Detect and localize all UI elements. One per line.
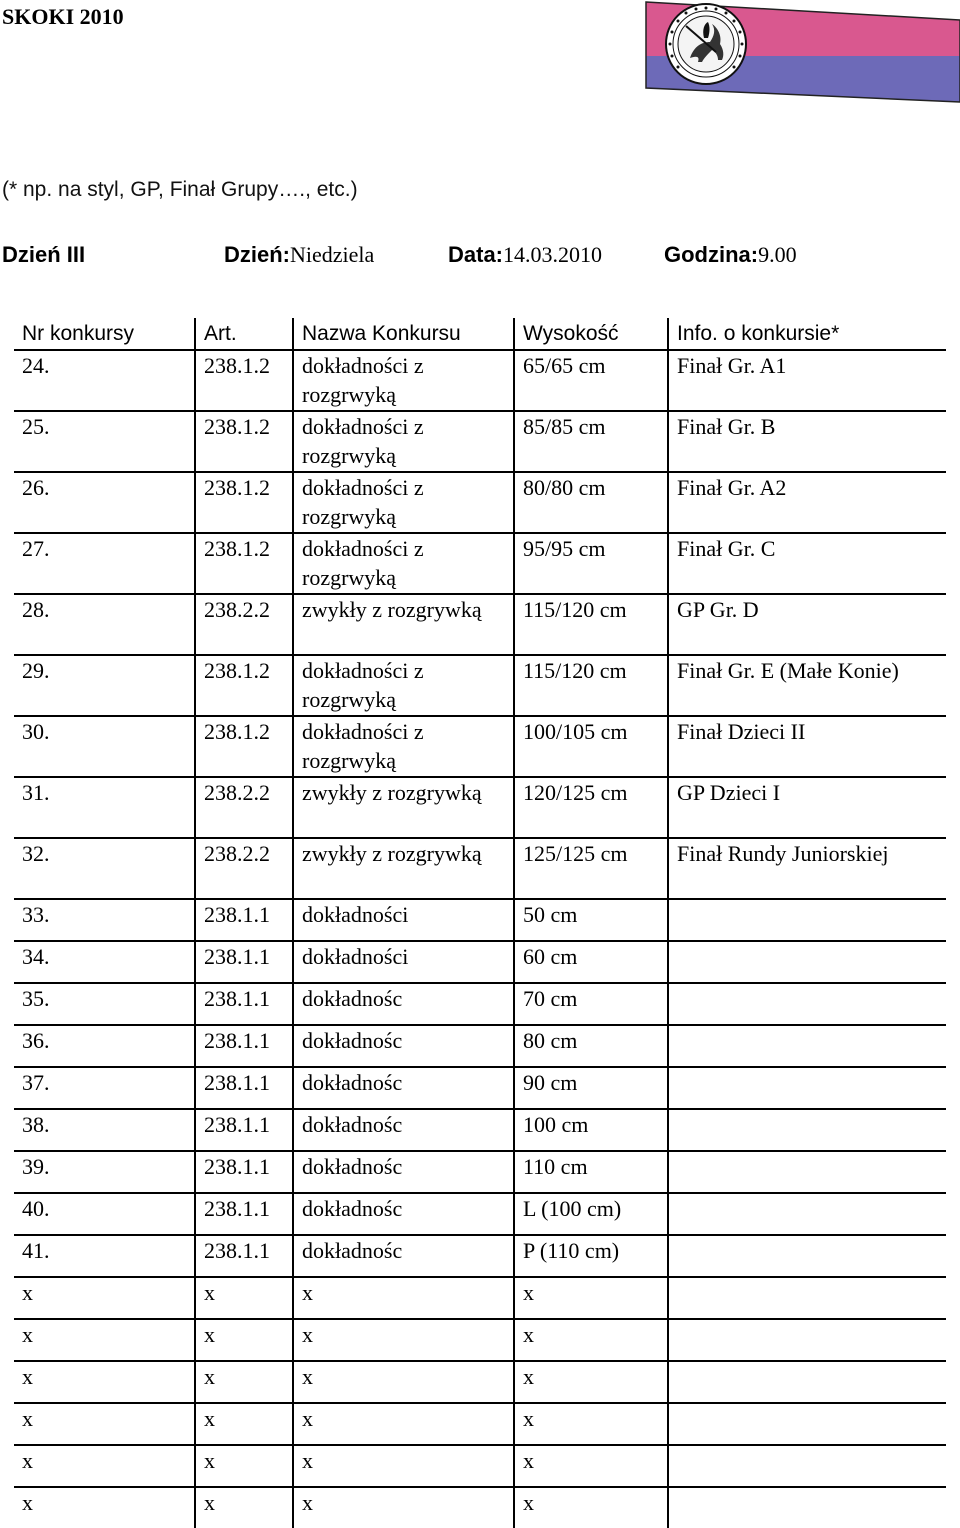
competition-name-cell: dokładnośc: [293, 1151, 514, 1193]
competition-info-cell: Finał Gr. A1: [668, 350, 946, 411]
table-row: [14, 1487, 946, 1528]
article-cell: x: [195, 1319, 293, 1361]
competition-info-cell: Finał Gr. A2: [668, 472, 946, 533]
height-cell: x: [514, 1445, 668, 1487]
height-cell: 80/80 cm: [514, 472, 668, 533]
competition-number-cell: 25.: [14, 411, 195, 472]
article-cell: 238.1.2: [195, 350, 293, 411]
competition-info-cell: [668, 1193, 946, 1235]
competition-name-cell: dokładności z rozgrwyką: [293, 655, 514, 716]
competition-name-cell: dokładności z rozgrwyką: [293, 472, 514, 533]
article-cell: 238.1.1: [195, 1109, 293, 1151]
competition-number-cell: 39.: [14, 1151, 195, 1193]
competition-number-cell: x: [14, 1403, 195, 1445]
competition-number-cell: 29.: [14, 655, 195, 716]
article-cell: 238.1.2: [195, 716, 293, 777]
competition-info-cell: [668, 1151, 946, 1193]
article-cell: x: [195, 1403, 293, 1445]
date-value: 14.03.2010: [503, 242, 603, 267]
competition-name-cell: dokładnośc: [293, 1025, 514, 1067]
day-info-line: [2, 242, 942, 276]
article-cell: 238.1.2: [195, 533, 293, 594]
competition-info-cell: [668, 983, 946, 1025]
competition-info-cell: [668, 899, 946, 941]
competition-info-cell: [668, 1025, 946, 1067]
competition-name-cell: dokładności z rozgrwyką: [293, 533, 514, 594]
competition-number-cell: 37.: [14, 1067, 195, 1109]
height-cell: L (100 cm): [514, 1193, 668, 1235]
date-field: [448, 242, 602, 268]
table-row: [14, 899, 946, 941]
article-cell: x: [195, 1361, 293, 1403]
competition-info-cell: [668, 1235, 946, 1277]
article-cell: 238.1.1: [195, 1235, 293, 1277]
table-row: [14, 1403, 946, 1445]
competition-number-cell: 35.: [14, 983, 195, 1025]
club-pennant-flag-icon: [644, 0, 960, 104]
height-cell: 95/95 cm: [514, 533, 668, 594]
table-row: [14, 1151, 946, 1193]
competition-number-cell: x: [14, 1487, 195, 1528]
height-cell: 125/125 cm: [514, 838, 668, 899]
competition-info-cell: [668, 1361, 946, 1403]
table-row: [14, 655, 946, 716]
height-cell: 100/105 cm: [514, 716, 668, 777]
info-footnote: (* np. na styl, GP, Finał Grupy…., etc.): [2, 178, 358, 201]
article-cell: 238.1.1: [195, 1025, 293, 1067]
competition-number-cell: 33.: [14, 899, 195, 941]
competition-info-cell: [668, 1277, 946, 1319]
table-row: [14, 1109, 946, 1151]
article-cell: x: [195, 1445, 293, 1487]
competition-number-cell: 40.: [14, 1193, 195, 1235]
competition-name-cell: x: [293, 1277, 514, 1319]
competition-info-cell: [668, 1067, 946, 1109]
competition-name-cell: dokładnośc: [293, 1235, 514, 1277]
competition-number-cell: x: [14, 1361, 195, 1403]
competition-number-cell: x: [14, 1445, 195, 1487]
table-row: [14, 533, 946, 594]
article-cell: 238.2.2: [195, 594, 293, 655]
table-row: [14, 941, 946, 983]
competition-name-cell: dokładnośc: [293, 983, 514, 1025]
competition-number-cell: 34.: [14, 941, 195, 983]
competition-number-cell: 41.: [14, 1235, 195, 1277]
table-row: [14, 777, 946, 838]
height-cell: 60 cm: [514, 941, 668, 983]
article-cell: 238.1.2: [195, 411, 293, 472]
table-row: [14, 350, 946, 411]
competition-name-cell: x: [293, 1445, 514, 1487]
height-cell: 120/125 cm: [514, 777, 668, 838]
height-cell: x: [514, 1277, 668, 1319]
competition-info-cell: [668, 1319, 946, 1361]
competition-number-cell: x: [14, 1277, 195, 1319]
competition-table: [14, 318, 946, 1528]
height-cell: 65/65 cm: [514, 350, 668, 411]
competition-number-cell: 31.: [14, 777, 195, 838]
height-cell: x: [514, 1487, 668, 1528]
competition-info-cell: GP Dzieci I: [668, 777, 946, 838]
table-row: [14, 1235, 946, 1277]
rider-horse-emblem-icon: [666, 4, 746, 84]
height-cell: 90 cm: [514, 1067, 668, 1109]
table-row: [14, 472, 946, 533]
weekday-label: Dzień:: [224, 242, 290, 267]
competition-name-cell: dokładności z rozgrwyką: [293, 411, 514, 472]
date-label: Data:: [448, 242, 504, 267]
table-row: [14, 1067, 946, 1109]
competition-name-cell: x: [293, 1487, 514, 1528]
table-row: [14, 1319, 946, 1361]
weekday-field: [224, 242, 374, 268]
competition-number-cell: 28.: [14, 594, 195, 655]
competition-number-cell: 27.: [14, 533, 195, 594]
competition-info-cell: Finał Dzieci II: [668, 716, 946, 777]
competition-number-cell: 30.: [14, 716, 195, 777]
table-row: [14, 1277, 946, 1319]
column-header: Art.: [195, 318, 293, 350]
height-cell: 115/120 cm: [514, 594, 668, 655]
height-cell: 115/120 cm: [514, 655, 668, 716]
competition-info-cell: Finał Gr. E (Małe Konie): [668, 655, 946, 716]
column-header: Wysokość: [514, 318, 668, 350]
page-title: SKOKI 2010: [2, 4, 124, 29]
competition-name-cell: dokładnośc: [293, 1193, 514, 1235]
height-cell: x: [514, 1403, 668, 1445]
table-row: [14, 594, 946, 655]
article-cell: 238.1.1: [195, 1067, 293, 1109]
competition-name-cell: x: [293, 1403, 514, 1445]
competition-info-cell: Finał Gr. B: [668, 411, 946, 472]
height-cell: 100 cm: [514, 1109, 668, 1151]
competition-name-cell: dokładności: [293, 941, 514, 983]
table-row: [14, 1025, 946, 1067]
competition-name-cell: x: [293, 1361, 514, 1403]
height-cell: 50 cm: [514, 899, 668, 941]
table-row: [14, 716, 946, 777]
competition-info-cell: Finał Rundy Juniorskiej: [668, 838, 946, 899]
article-cell: 238.1.1: [195, 941, 293, 983]
competition-name-cell: dokładności z rozgrwyką: [293, 350, 514, 411]
competition-number-cell: 38.: [14, 1109, 195, 1151]
table-row: [14, 411, 946, 472]
article-cell: 238.2.2: [195, 838, 293, 899]
competition-info-cell: [668, 1445, 946, 1487]
article-cell: 238.1.1: [195, 1193, 293, 1235]
column-header: Info. o konkursie*: [668, 318, 946, 350]
competition-number-cell: x: [14, 1319, 195, 1361]
table-header-row: [14, 318, 946, 350]
article-cell: 238.1.2: [195, 472, 293, 533]
article-cell: 238.2.2: [195, 777, 293, 838]
weekday-value: Niedziela: [290, 242, 375, 267]
article-cell: x: [195, 1277, 293, 1319]
competition-number-cell: 32.: [14, 838, 195, 899]
competition-info-cell: GP Gr. D: [668, 594, 946, 655]
competition-number-cell: 36.: [14, 1025, 195, 1067]
day-label: Dzień III: [2, 242, 86, 267]
height-cell: 110 cm: [514, 1151, 668, 1193]
article-cell: 238.1.1: [195, 1151, 293, 1193]
competition-info-cell: [668, 1487, 946, 1528]
competition-name-cell: dokładności z rozgrwyką: [293, 716, 514, 777]
table-row: [14, 1361, 946, 1403]
competition-name-cell: zwykły z rozgrywką: [293, 594, 514, 655]
height-cell: x: [514, 1319, 668, 1361]
height-cell: 80 cm: [514, 1025, 668, 1067]
table-row: [14, 838, 946, 899]
height-cell: 70 cm: [514, 983, 668, 1025]
competition-name-cell: dokładnośc: [293, 1067, 514, 1109]
article-cell: x: [195, 1487, 293, 1528]
column-header: Nazwa Konkursu: [293, 318, 514, 350]
competition-number-cell: 26.: [14, 472, 195, 533]
competition-name-cell: dokładnośc: [293, 1109, 514, 1151]
article-cell: 238.1.2: [195, 655, 293, 716]
time-label: Godzina:: [664, 242, 759, 267]
competition-name-cell: zwykły z rozgrywką: [293, 777, 514, 838]
competition-info-cell: [668, 941, 946, 983]
article-cell: 238.1.1: [195, 899, 293, 941]
competition-name-cell: dokładności: [293, 899, 514, 941]
height-cell: x: [514, 1361, 668, 1403]
competition-number-cell: 24.: [14, 350, 195, 411]
competition-info-cell: [668, 1109, 946, 1151]
article-cell: 238.1.1: [195, 983, 293, 1025]
competition-info-cell: Finał Gr. C: [668, 533, 946, 594]
table-row: [14, 1193, 946, 1235]
table-row: [14, 983, 946, 1025]
time-value: 9.00: [758, 242, 797, 267]
competition-name-cell: x: [293, 1319, 514, 1361]
height-cell: 85/85 cm: [514, 411, 668, 472]
competition-name-cell: zwykły z rozgrywką: [293, 838, 514, 899]
competition-info-cell: [668, 1403, 946, 1445]
height-cell: P (110 cm): [514, 1235, 668, 1277]
time-field: [664, 242, 797, 268]
table-row: [14, 1445, 946, 1487]
column-header: Nr konkursy: [22, 322, 135, 345]
